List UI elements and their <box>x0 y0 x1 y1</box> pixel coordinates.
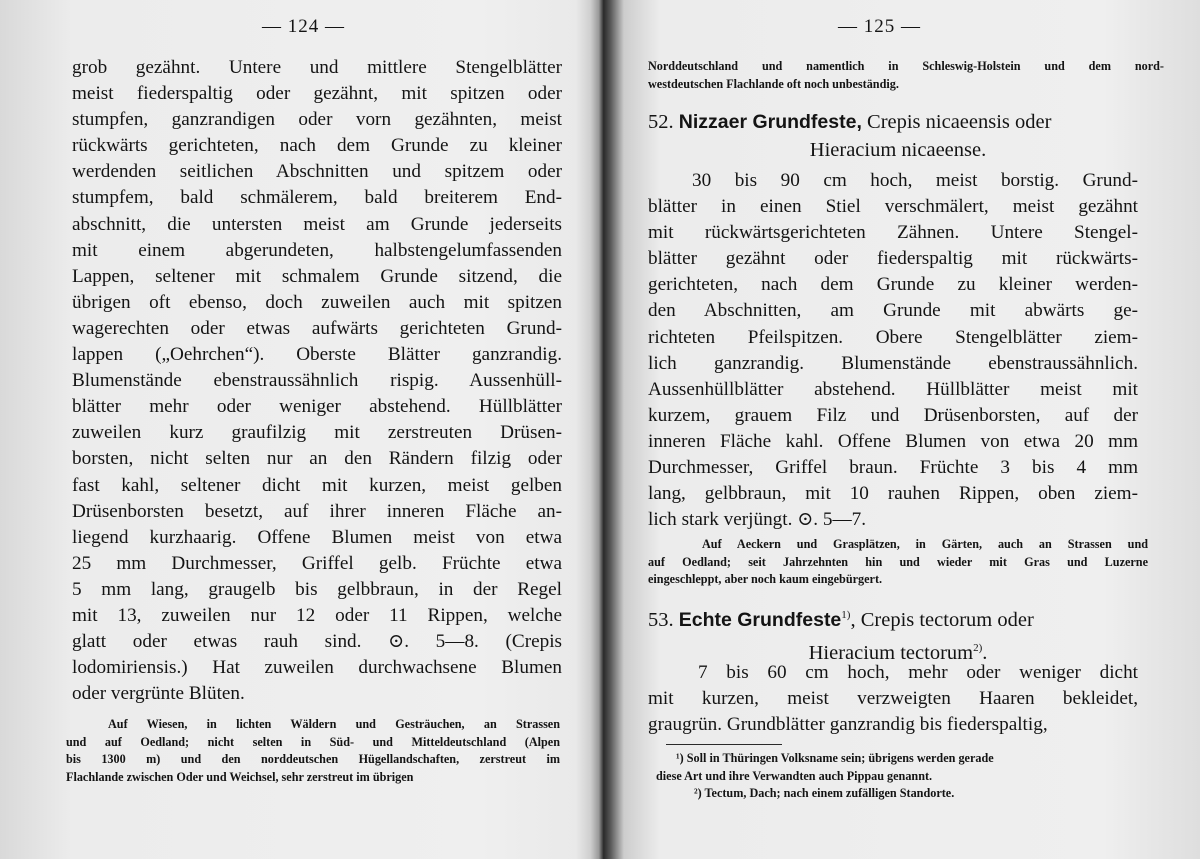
habitat-line: auf Oedland; seit Jahrzehnten hin und wieder mit Gras und Luzerne <box>648 554 1148 569</box>
text-line: lodomiriensis.) Hat zuweilen durchwachsene Blumen <box>72 657 562 679</box>
species-number: 53. <box>648 608 674 631</box>
text-line: 5 mm lang, graugelb bis gelbbraun, in der Regel <box>72 578 562 600</box>
species-name-latin: , Crepis tectorum oder <box>850 608 1034 631</box>
text-line: übrigen oft ebenso, doch zuweilen auch mit spitzen <box>72 291 562 313</box>
heading-end: . <box>982 641 988 664</box>
text-line: Lappen, seltener mit schmalem Grunde sitzend, die <box>72 265 562 287</box>
habitat-line: Norddeutschland und namentlich in Schleswig-Holstein und dem nord- <box>648 59 1164 73</box>
text-line: richteten Pfeilspitzen. Obere Stengelblätter ziem- <box>648 326 1138 348</box>
habitat-line: westdeutschen Flachlande oft noch unbeständig. <box>648 76 899 91</box>
text-line: rückwärts gerichteten, nach dem Grunde zu kleiner <box>72 135 562 157</box>
text-line: stumpfen, ganzrandigen oder vorn gezähnten, meist <box>72 109 562 131</box>
footnote-divider <box>666 744 782 745</box>
species-heading <box>648 108 1148 164</box>
habitat-line: Flachlande zwischen Oder und Weichsel, sehr zerstreut im übrigen <box>66 769 414 784</box>
text-line: 30 bis 90 cm hoch, meist borstig. Grund- <box>692 170 1138 191</box>
species-name-german: Echte Grundfeste <box>678 608 842 631</box>
text-line: 7 bis 60 cm hoch, mehr oder weniger dicht <box>698 662 1138 683</box>
text-line: kurzem, grauem Filz und Drüsenborsten, auf der <box>648 404 1138 426</box>
habitat-line: Auf Aeckern und Grasplätzen, in Gärten, auch an Strassen und <box>702 537 1148 551</box>
species-number: 52. <box>648 111 674 133</box>
species-description <box>648 168 1138 533</box>
text-line: oder vergrünte Blüten. <box>72 683 245 705</box>
habitat-note <box>66 716 560 786</box>
text-line: den Abschnitten, am Grunde mit abwärts ge- <box>648 300 1138 322</box>
habitat-line: Auf Wiesen, in lichten Wäldern und Gesträuchen, an Strassen <box>108 717 560 731</box>
page-number: — 124 — <box>262 16 345 37</box>
text-line: borsten, nicht selten nur an den Rändern filzig oder <box>72 448 562 470</box>
footnote-line: ²) Tectum, Dach; nach einem zufälligen Standorte. <box>694 786 955 801</box>
species-description <box>648 660 1138 738</box>
text-line: Aussenhüllblätter abstehend. Hüllblätter meist mit <box>648 378 1138 400</box>
footnotes <box>656 750 1156 803</box>
text-line: lich stark verjüngt. ⊙. 5—7. <box>648 509 867 531</box>
footnote-marker: 2) <box>973 641 983 654</box>
text-line: grob gezähnt. Untere und mittlere Stengelblätter <box>72 57 562 78</box>
text-line: 25 mm Durchmesser, Griffel gelb. Früchte etwa <box>72 552 562 574</box>
text-line: gerichteten, nach dem Grunde zu kleiner werden- <box>648 274 1138 296</box>
species-name-latin-2: Hieracium tectorum <box>808 641 974 664</box>
text-line: stumpfem, bald schmälerem, bald breiterem End- <box>72 187 562 209</box>
right-page <box>610 0 1200 859</box>
text-line: blätter in einen Stiel verschmälert, meist gezähnt <box>648 196 1138 218</box>
text-line: graugrün. Grundblätter ganzrandig bis fiederspaltig, <box>648 714 1048 736</box>
text-line: blätter mehr oder weniger abstehend. Hüllblätter <box>72 396 562 418</box>
footnote-line: ¹) Soll in Thüringen Volksname sein; übrigens werden gerade <box>676 751 994 765</box>
text-line: Drüsenborsten besetzt, auf ihrer inneren Fläche an- <box>72 500 562 522</box>
text-line: liegend kurzhaarig. Offene Blumen meist von etwa <box>72 526 562 548</box>
text-line: mit einem abgerundeten, halbstengelumfassenden <box>72 239 562 261</box>
species-heading <box>648 601 1148 667</box>
text-line: zuweilen kurz graufilzig mit zerstreuten Drüsen- <box>72 422 562 444</box>
body-text <box>72 55 562 707</box>
text-line: mit 13, zuweilen nur 12 oder 11 Rippen, welche <box>72 604 562 626</box>
text-line: inneren Fläche kahl. Offene Blumen von etwa 20 mm <box>648 430 1138 452</box>
text-line: abschnitt, die untersten meist am Grunde jederseits <box>72 213 562 235</box>
species-name-latin-2: Hieracium nicaeense. <box>809 139 987 161</box>
text-line: werdenden seitlichen Abschnitten und spitzem oder <box>72 161 562 183</box>
habitat-note-continued <box>648 58 1164 93</box>
habitat-line: bis 1300 m) und den norddeutschen Hügellandschaften, zerstreut im <box>66 752 560 767</box>
text-line: mit kurzen, meist verzweigten Haaren bekleidet, <box>648 688 1138 710</box>
habitat-line: und auf Oedland; nicht selten in Süd- und Mitteldeutschland (Alpen <box>66 734 560 749</box>
page-number: — 125 — <box>838 16 921 37</box>
text-line: blätter gezähnt oder fiederspaltig mit rückwärts- <box>648 248 1138 270</box>
habitat-note <box>648 536 1148 589</box>
text-line: lang, gelbbraun, mit 10 rauhen Rippen, oben ziem- <box>648 483 1138 505</box>
text-line: lappen („Oehrchen“). Oberste Blätter ganzrandig. <box>72 344 562 366</box>
species-name-latin: Crepis nicaeensis oder <box>867 111 1052 133</box>
text-line: meist fiederspaltig oder gezähnt, mit spitzen oder <box>72 83 562 105</box>
habitat-line: eingeschleppt, aber noch kaum eingebürgert. <box>648 572 883 587</box>
left-page <box>0 0 598 859</box>
text-line: lich ganzrandig. Blumenstände ebenstraussähnlich. <box>648 352 1138 374</box>
footnote-line: diese Art und ihre Verwandten auch Pippau genannt. <box>656 768 933 783</box>
footnote-marker: 1) <box>841 609 851 621</box>
text-line: mit rückwärtsgerichteten Zähnen. Untere Stengel- <box>648 222 1138 244</box>
text-line: Durchmesser, Griffel braun. Früchte 3 bis 4 mm <box>648 457 1138 479</box>
text-line: fast kahl, seltener dicht mit kurzen, meist gelben <box>72 474 562 496</box>
text-line: Blumenstände ebenstraussähnlich rispig. Aussenhüll- <box>72 370 562 392</box>
text-line: glatt oder etwas rauh sind. ⊙. 5—8. (Crepis <box>72 631 562 653</box>
text-line: wagerechten oder etwas aufwärts gerichteten Grund- <box>72 317 562 339</box>
species-name-german: Nizzaer Grundfeste, <box>678 111 862 133</box>
